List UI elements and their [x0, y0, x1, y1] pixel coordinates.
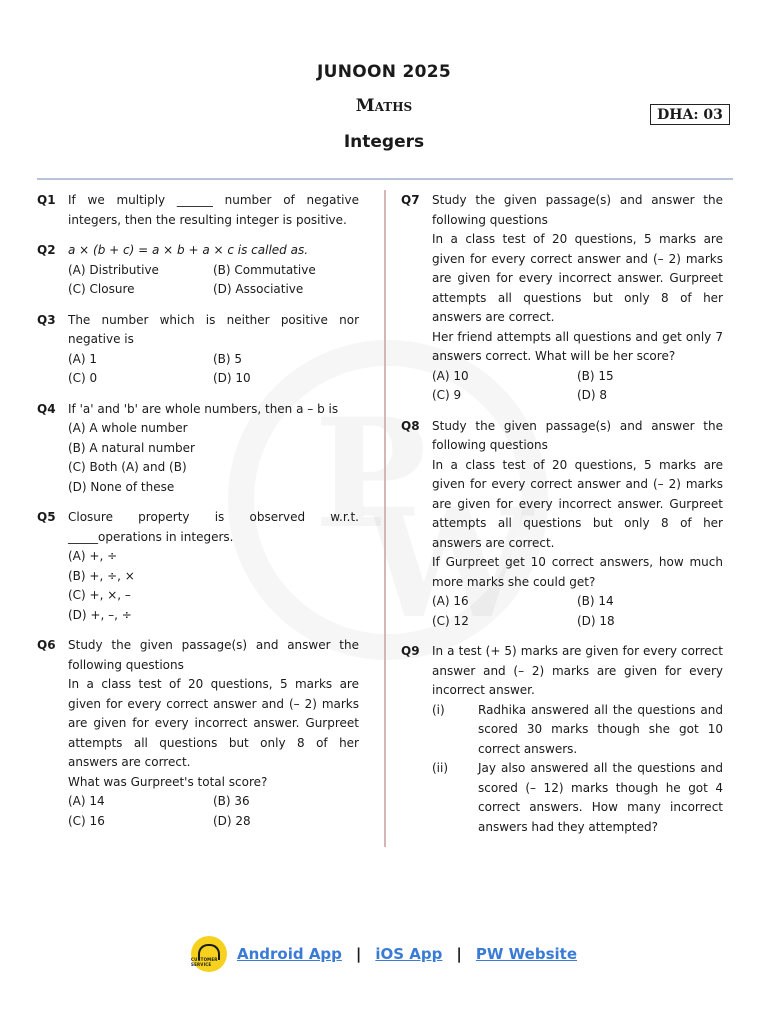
option-c: (C) Both (A) and (B) — [68, 460, 187, 474]
option-a: (A) 1 — [68, 351, 98, 366]
option-b: (B) 36 — [213, 794, 250, 808]
option-c: (C) +, ×, – — [68, 588, 131, 602]
question-6 — [37, 636, 359, 831]
sub-question-ii — [432, 759, 723, 837]
ios-app-link[interactable]: iOS App — [375, 945, 443, 963]
question-3 — [37, 311, 359, 389]
question-7 — [401, 191, 723, 406]
question-number: Q1 — [37, 193, 56, 207]
option-a: (A) +, ÷ — [68, 549, 118, 563]
question-1 — [37, 191, 359, 230]
left-column — [37, 191, 359, 842]
question-text: The number which is neither positive nor negative is — [68, 312, 359, 346]
sub-question-text: Radhika answered all the questions and scored 30 marks though she got 10 correct answers. — [478, 702, 723, 756]
question-number: Q7 — [401, 193, 420, 207]
footer — [0, 936, 768, 972]
option-c: (C) 0 — [68, 371, 98, 385]
question-number: Q9 — [401, 644, 420, 658]
option-d: (D) Associative — [213, 282, 304, 296]
logo-label: CUSTOMER SERVICE — [190, 957, 218, 967]
question-text: Study the given passage(s) and answer the following questions — [432, 193, 723, 227]
option-d: (D) None of these — [68, 479, 175, 494]
option-c: (C) Closure — [68, 282, 135, 296]
question-2 — [37, 241, 359, 300]
options — [68, 350, 359, 389]
topic-title: Integers — [343, 132, 425, 152]
question-number: Q3 — [37, 312, 56, 327]
option-d: (D) 8 — [577, 388, 608, 402]
sheet-code-box: DHA: 03 — [650, 104, 730, 125]
options — [68, 419, 359, 497]
question-text: Study the given passage(s) and answer the following questions — [432, 418, 723, 452]
question-text: a × (b + c) = a × b + a × c is called as. — [68, 243, 309, 257]
sub-question-tag: (i) — [432, 702, 445, 717]
question-text: If 'a' and 'b' are whole numbers, then a – b is — [68, 401, 339, 416]
android-app-link[interactable]: Android App — [236, 945, 342, 963]
option-c: (C) 12 — [432, 613, 469, 628]
option-d: (D) 10 — [213, 371, 251, 385]
option-a: (A) Distributive — [68, 262, 159, 277]
question-number: Q5 — [37, 510, 56, 524]
pw-website-link[interactable]: PW Website — [475, 945, 577, 963]
option-a: (A) 10 — [432, 368, 469, 383]
option-a: (A) 16 — [432, 594, 469, 608]
option-b: (B) A natural number — [68, 440, 195, 455]
header-divider — [37, 178, 733, 180]
sub-question-text: Jay also answered all the questions and scored (– 12) marks though he got 4 correct answers. How many incorrect answers had they attempted? — [478, 761, 723, 834]
option-a: (A) 14 — [68, 794, 105, 808]
question-number: Q2 — [37, 243, 56, 257]
question-number: Q8 — [401, 418, 420, 433]
option-c: (C) 16 — [68, 813, 105, 828]
exam-title: JUNOON 2025 — [316, 62, 452, 82]
passage-text: In a class test of 20 questions, 5 marks are given for every correct answer and (– 2) marks are given for every incorrect answer. Gurpreet attempts all questions but only 8 of her answers are correct. — [68, 677, 359, 769]
question-5 — [37, 508, 359, 625]
question-number: Q6 — [37, 638, 56, 652]
sub-question-tag: (ii) — [432, 761, 449, 775]
passage-text: In a class test of 20 questions, 5 marks are given for every correct answer and (– 2) marks are given for every incorrect answer. Gurpreet attempts all questions but only 8 of her answers are correct. — [432, 457, 723, 550]
options — [68, 261, 359, 300]
passage-question: If Gurpreet get 10 correct answers, how much more marks she could get? — [432, 555, 723, 589]
question-9 — [401, 642, 723, 837]
option-a: (A) A whole number — [68, 421, 188, 435]
question-number: Q4 — [37, 401, 56, 416]
options — [432, 367, 723, 406]
option-b: (B) 5 — [213, 351, 243, 366]
option-b: (B) 14 — [577, 594, 614, 608]
options — [68, 547, 359, 625]
passage-question: What was Gurpreet's total score? — [68, 774, 268, 789]
option-c: (C) 9 — [432, 388, 462, 402]
right-column — [401, 191, 723, 848]
question-8 — [401, 417, 723, 632]
option-d: (D) 28 — [213, 813, 251, 828]
question-text: Study the given passage(s) and answer the following questions — [68, 638, 359, 672]
passage-text: In a class test of 20 questions, 5 marks are given for every correct answer and (– 2) marks are given for every incorrect answer. Gurpreet attempts all questions but only 8 of her answers are correct. — [432, 232, 723, 324]
option-b: (B) Commutative — [213, 262, 316, 277]
question-text: If we multiply ______ number of negative integers, then the resulting integer is positive. — [68, 193, 359, 227]
customer-service-icon — [191, 936, 227, 972]
option-d: (D) +, –, ÷ — [68, 607, 132, 622]
question-text: In a test (+ 5) marks are given for every correct answer and (– 2) marks are given for every incorrect answer. — [432, 644, 723, 697]
option-b: (B) +, ÷, × — [68, 568, 135, 583]
footer-separator: | — [456, 945, 462, 963]
options — [432, 592, 723, 631]
question-4 — [37, 400, 359, 498]
subject-title: Maths — [355, 96, 413, 116]
column-divider — [384, 190, 386, 847]
sub-question-i — [432, 701, 723, 760]
option-b: (B) 15 — [577, 368, 614, 383]
question-text: Closure property is observed w.r.t. _____operations in integers. — [68, 510, 359, 544]
passage-question: Her friend attempts all questions and get only 7 answers correct. What will be her score? — [432, 329, 723, 363]
footer-separator: | — [355, 945, 362, 963]
option-d: (D) 18 — [577, 613, 615, 628]
options — [68, 792, 359, 831]
